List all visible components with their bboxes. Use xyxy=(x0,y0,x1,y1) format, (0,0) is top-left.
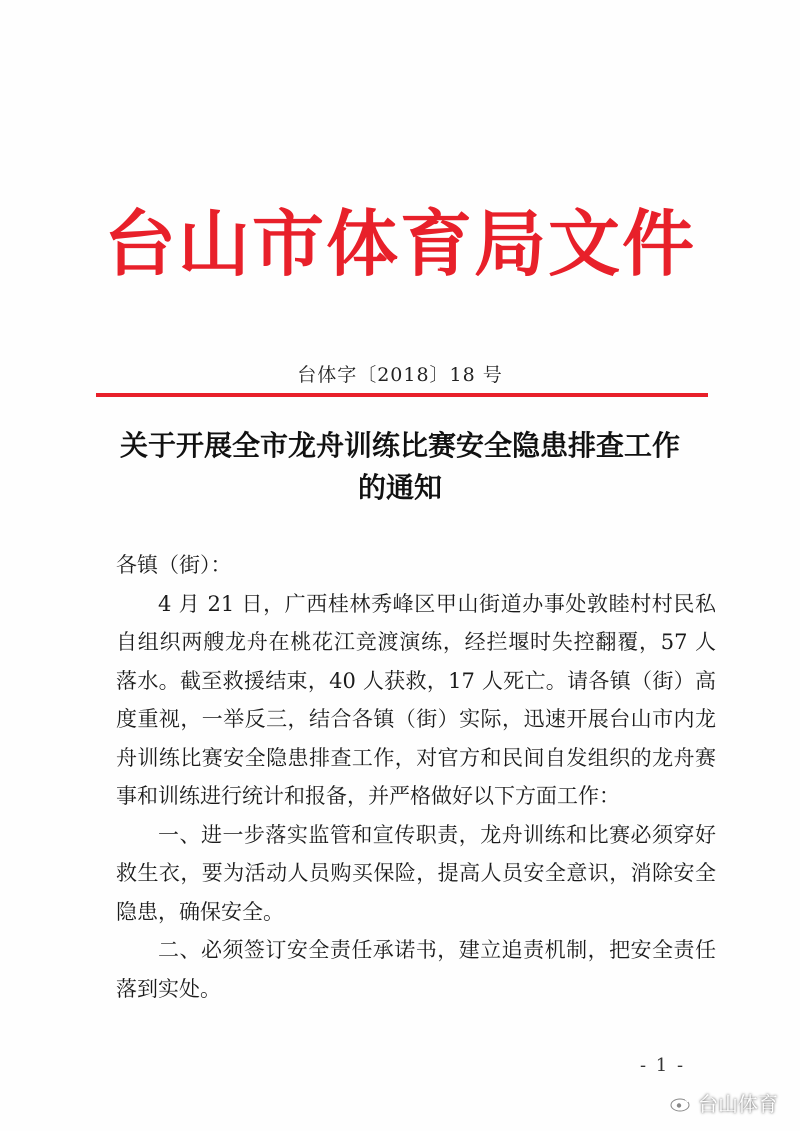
notice-title xyxy=(0,425,800,509)
notice-title-line-1: 关于开展全市龙舟训练比赛安全隐患排查工作 xyxy=(119,429,680,462)
notice-title-line-2: 的通知 xyxy=(357,471,442,504)
page-number: - 1 - xyxy=(640,1055,686,1076)
paragraph-item-2: 二、必须签订安全责任承诺书，建立追责机制，把安全责任落到实处。 xyxy=(116,938,716,1001)
watermark-text: 台山体育 xyxy=(698,1092,778,1116)
paragraph-item-1: 一、进一步落实监管和宣传职责，龙舟训练和比赛必须穿好救生衣，要为活动人员购买保险，提高人员安全意识，消除安全隐患，确保安全。 xyxy=(116,822,716,924)
salutation: 各镇（街）： xyxy=(116,553,232,577)
weibo-icon xyxy=(670,1094,692,1112)
agency-header-title: 台山市体育局文件 xyxy=(103,202,696,286)
watermark xyxy=(670,1088,778,1117)
paragraph-incident: 4 月 21 日，广西桂林秀峰区甲山街道办事处敦睦村村民私自组织两艘龙舟在桃花江竞渡演练，经拦堰时失控翻覆，57 人落水。截至救援结束，40 人获救，17 人死亡。请各镇（街）高度重视，一举反三，结合各镇（街）实际，迅速开展台山市内龙舟训练比赛安全隐患排查工作，对官方和民间自发组织的龙舟赛事和训练进行统计和报备，并严格做好以下方面工作： xyxy=(116,591,716,808)
red-divider-line xyxy=(96,393,708,397)
notice-body xyxy=(116,546,716,1008)
document-number: 台体字〔2018〕18 号 xyxy=(297,364,503,386)
